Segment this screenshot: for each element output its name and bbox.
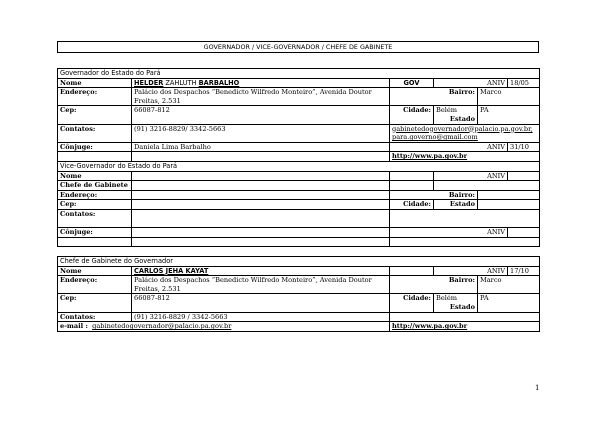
vice-chefe <box>132 181 390 191</box>
vice-empty-cell <box>132 237 390 247</box>
chefe-email-link[interactable]: gabinetedogovernador@palacio.pa.gov.br <box>92 322 232 331</box>
governador-name: HELDER ZAHLUTH BARBALHO <box>132 78 390 88</box>
vice-endereco <box>132 190 390 200</box>
governador-bairro: Marco <box>478 88 540 106</box>
governador-endereco: Palácio dos Despachos “Benedicto Wilfredo Monteiro”, Avenida Doutor Freitas, 2.531 <box>132 88 390 106</box>
chefe-empty-cell <box>390 266 434 276</box>
chefe-aniv-label: ANIV <box>434 266 508 276</box>
vice-empty-cell <box>58 237 132 247</box>
vice-empty-cell <box>390 181 434 191</box>
governador-bairro-label: Bairro: <box>390 88 478 106</box>
governador-site-link[interactable]: http://www.pa.gov.br <box>392 152 468 161</box>
vice-bairro <box>478 190 540 200</box>
chefe-cidade: Belém Estado <box>434 294 478 312</box>
governador-aniv-label: ANIV <box>434 78 508 88</box>
vice-conjuge-label: Cônjuge: <box>58 227 132 237</box>
vice-bairro-label: Bairro: <box>390 190 478 200</box>
governador-section-title: Governador do Estado do Pará <box>58 69 540 79</box>
vice-aniv-label: ANIV <box>434 171 508 181</box>
governador-empty-cell <box>132 152 390 162</box>
vice-section-title: Vice-Governador do Estado do Pará <box>58 162 540 172</box>
governador-contatos-label: Contatos: <box>58 124 132 142</box>
chefe-aniv: 17/10 <box>508 266 540 276</box>
governador-cep: 66087-812 <box>132 106 390 124</box>
vice-contatos <box>132 209 390 227</box>
governador-email-2[interactable]: para.governo@gmail.com <box>392 133 478 142</box>
vice-cep-label: Cep: <box>58 200 132 210</box>
chefe-estado: PA <box>478 294 540 312</box>
chefe-endereco: Palácio dos Despachos “Benedicto Wilfredo Monteiro”, Avenida Doutor Freitas, 2.531 <box>132 276 390 294</box>
vice-chefe-label: Chefe de Gabinete <box>58 181 132 191</box>
governador-estado: PA <box>478 106 540 124</box>
governador-table <box>57 68 540 162</box>
governador-gov: GOV <box>390 78 434 88</box>
vice-estado-label: Estado <box>434 200 478 210</box>
chefe-cep: 66087-812 <box>132 294 390 312</box>
governador-empty-cell <box>58 152 132 162</box>
chefe-site-link[interactable]: http://www.pa.gov.br <box>392 322 468 331</box>
vice-conjuge-aniv <box>508 227 540 237</box>
vice-contatos-label: Contatos: <box>58 209 132 227</box>
governador-conjuge-label: Cônjuge: <box>58 142 132 152</box>
vice-site <box>390 237 540 247</box>
chefe-contatos-label: Contatos: <box>58 312 132 322</box>
chefe-name: CARLOS JEHA KAYAT <box>132 266 390 276</box>
vice-emails <box>390 209 540 227</box>
chefe-bairro: Marco <box>478 276 540 294</box>
governador-emails[interactable] <box>390 124 540 142</box>
governador-cep-label: Cep: <box>58 106 132 124</box>
vice-conjuge-aniv-label: ANIV <box>390 227 508 237</box>
governador-cidade-label: Cidade: <box>390 106 434 124</box>
header-table <box>57 41 539 53</box>
governador-email-1[interactable]: gabinetedogovernador@palacio.pa.gov.br, <box>392 124 533 133</box>
governador-nome-label: Nome <box>58 78 132 88</box>
chefe-bairro-label: Bairro: <box>390 276 478 294</box>
vice-cidade-label: Cidade: <box>390 200 434 210</box>
chefe-email-cell[interactable]: e-mail : gabinetedogovernador@palacio.pa.gov.br <box>58 322 390 332</box>
governador-conjuge-aniv: 31/10 <box>508 142 540 152</box>
chefe-table <box>57 256 540 332</box>
chefe-contatos: (91) 3216-8829 / 3342-5663 <box>132 312 390 322</box>
vice-name <box>132 171 390 181</box>
page-number: 1 <box>535 384 540 392</box>
governador-site[interactable] <box>390 152 540 162</box>
chefe-cep-label: Cep: <box>58 294 132 312</box>
chefe-cidade-label: Cidade: <box>390 294 434 312</box>
vice-empty-cell <box>434 181 540 191</box>
vice-estado <box>478 200 540 210</box>
chefe-nome-label: Nome <box>58 266 132 276</box>
vice-table <box>57 161 540 247</box>
chefe-site[interactable] <box>390 322 540 332</box>
vice-cep <box>132 200 390 210</box>
vice-aniv <box>508 171 540 181</box>
vice-conjuge <box>132 227 390 237</box>
governador-conjuge-aniv-label: ANIV <box>390 142 508 152</box>
governador-conjuge: Daniela Lima Barbalho <box>132 142 390 152</box>
chefe-section-title: Chefe de Gabinete do Governador <box>58 257 540 267</box>
page-title: GOVERNADOR / VICE-GOVERNADOR / CHEFE DE GABINETE <box>58 42 539 53</box>
governador-aniv: 18/05 <box>508 78 540 88</box>
chefe-endereco-label: Endereço: <box>58 276 132 294</box>
governador-cidade: Belém Estado <box>434 106 478 124</box>
chefe-emails <box>390 312 540 322</box>
vice-nome-label: Nome <box>58 171 132 181</box>
governador-endereco-label: Endereço: <box>58 88 132 106</box>
governador-contatos: (91) 3216-8829/ 3342-5663 <box>132 124 390 142</box>
vice-endereco-label: Endereço: <box>58 190 132 200</box>
vice-empty-cell <box>390 171 434 181</box>
